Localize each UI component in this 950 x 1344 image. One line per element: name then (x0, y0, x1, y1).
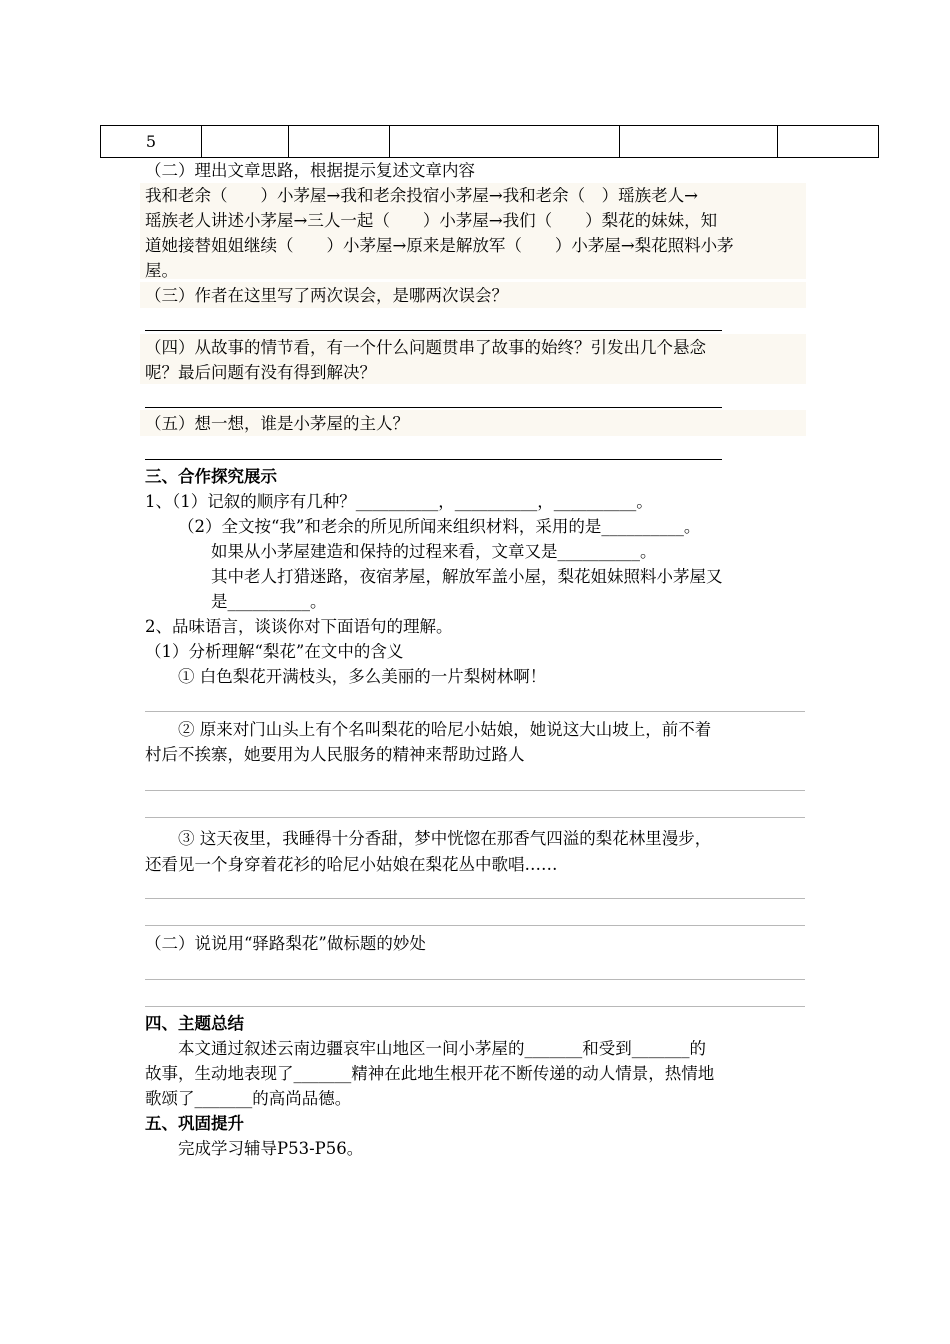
table-row (101, 126, 879, 158)
answer-line[interactable] (145, 407, 722, 408)
section-2-title: （二）理出文章思路，根据提示复述文章内容 (145, 161, 475, 180)
answer-line[interactable] (145, 979, 805, 980)
story-flow-line: 我和老余（ ）小茅屋→我和老余投宿小茅屋→我和老余（ ）瑶族老人→ (145, 186, 698, 205)
homework-line: 完成学习辅导P53-P56。 (178, 1139, 364, 1158)
answer-line[interactable] (145, 711, 805, 712)
story-flow-line: 瑶族老人讲述小茅屋→三人一起（ ）小茅屋→我们（ ）梨花的妹妹，知 (145, 211, 718, 230)
section-5-title: （五）想一想，谁是小茅屋的主人？ (145, 414, 409, 433)
summary-line: 故事，生动地表现了_______精神在此地生根开花不断传递的动人情景，热情地 (145, 1064, 715, 1083)
part-4-heading: 四、主题总结 (145, 1014, 244, 1033)
question-2: 2、品味语言，谈谈你对下面语句的理解。 (145, 617, 453, 636)
summary-table (100, 125, 879, 158)
story-flow-line: 屋。 (145, 261, 178, 280)
answer-line[interactable] (145, 898, 805, 899)
question-2-1: （1）分析理解“梨花”在文中的含义 (145, 642, 404, 661)
table-cell[interactable] (289, 126, 390, 158)
sentence-3: ③ 这天夜里，我睡得十分香甜，梦中恍惚在那香气四溢的梨花林里漫步， (178, 829, 712, 848)
sentence-3-cont: 还看见一个身穿着花衫的哈尼小姑娘在梨花丛中歌唱…… (145, 855, 558, 874)
question-1-3: 如果从小茅屋建造和保持的过程来看，文章又是__________。 (211, 542, 657, 561)
answer-line[interactable] (145, 925, 805, 926)
table-cell-index: 5 (101, 126, 202, 158)
question-1-4: 其中老人打猎迷路，夜宿茅屋，解放军盖小屋，梨花姐妹照料小茅屋又 (211, 567, 723, 586)
sentence-2-cont: 村后不挨寨，她要用为人民服务的精神来帮助过路人 (145, 745, 525, 764)
question-1-2: （2）全文按“我”和老余的所见所闻来组织材料，采用的是__________。 (178, 517, 701, 536)
part-5-heading: 五、巩固提升 (145, 1114, 244, 1133)
table-cell[interactable] (620, 126, 778, 158)
question-1-1: 1、（1）记叙的顺序有几种？__________，__________，__________。 (145, 492, 653, 511)
section-3-title: （三）作者在这里写了两次误会，是哪两次误会？ (145, 286, 508, 305)
story-flow-line: 道她接替姐姐继续（ ）小茅屋→原来是解放军（ ）小茅屋→梨花照料小茅 (145, 236, 734, 255)
summary-line: 歌颂了_______的高尚品德。 (145, 1089, 352, 1108)
section-4-line: （四）从故事的情节看，有一个什么问题贯串了故事的始终？引发出几个悬念 (145, 338, 706, 357)
section-4-line: 呢？最后问题有没有得到解决？ (145, 363, 376, 382)
answer-line[interactable] (145, 817, 805, 818)
table-cell[interactable] (202, 126, 289, 158)
question-2-2: （二）说说用“驿路梨花”做标题的妙处 (145, 934, 426, 953)
table-cell[interactable] (390, 126, 620, 158)
question-1-5: 是__________。 (211, 592, 327, 611)
answer-line[interactable] (145, 1006, 805, 1007)
table-cell[interactable] (778, 126, 879, 158)
answer-line[interactable] (145, 459, 722, 460)
sentence-1: ① 白色梨花开满枝头，多么美丽的一片梨树林啊！ (178, 667, 547, 686)
answer-line[interactable] (145, 330, 722, 331)
answer-line[interactable] (145, 790, 805, 791)
part-3-heading: 三、合作探究展示 (145, 467, 277, 486)
summary-line: 本文通过叙述云南边疆哀牢山地区一间小茅屋的_______和受到_______的 (178, 1039, 706, 1058)
sentence-2: ② 原来对门山头上有个名叫梨花的哈尼小姑娘，她说这大山坡上，前不着 (178, 720, 712, 739)
